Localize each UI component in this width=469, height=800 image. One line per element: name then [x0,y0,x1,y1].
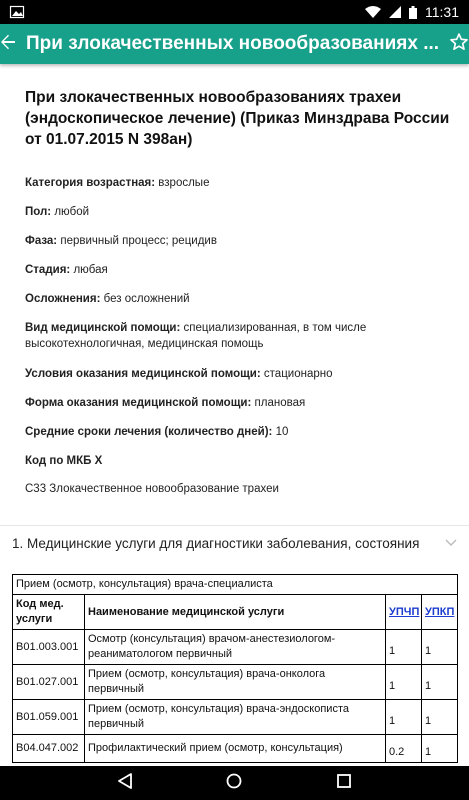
field-age-category: Категория возрастная: взрослые [25,177,210,189]
row-code: B01.059.001 [13,700,85,735]
field-care-conditions: Условия оказания медицинской помощи: стационарно [25,368,333,380]
row-code: B01.027.001 [13,665,85,700]
row-name: Осмотр (консультация) врачом-анестезиологом-реаниматологом первичный [85,630,386,665]
section-label: 1. Медицинские услуги для диагностики заболевания, состояния [12,535,420,551]
clock: 11:31 [425,4,459,20]
nav-home-icon [226,773,242,794]
table-caption: Прием (осмотр, консультация) врача-специалиста [13,575,458,595]
header-name: Наименование медицинской услуги [85,595,386,630]
image-icon [10,6,24,18]
signal-icon [389,6,401,18]
row-upchp: 1 [386,700,422,735]
mkb-code: С33 Злокачественное новообразование трахеи [25,483,279,495]
upkp-link[interactable]: УПКП [425,605,455,618]
row-upchp: 1 [386,665,422,700]
nav-back-button[interactable] [105,766,145,800]
nav-home-button[interactable] [214,766,254,800]
row-code: B01.003.001 [13,630,85,665]
field-treatment-duration: Средние сроки лечения (количество дней): 10 [25,426,289,438]
field-mkb-header: Код по МКБ X [25,455,103,467]
row-name: Прием (осмотр, консультация) врача-эндоскописта первичный [85,700,386,735]
header-upchp [386,595,422,630]
row-upkp: 1 [422,735,458,763]
table-header-row [13,595,458,630]
field-phase: Фаза: первичный процесс; рецидив [25,235,217,247]
nav-recents-button[interactable] [324,766,364,800]
page-title: При злокачественных новообразованиях ... [26,33,440,54]
document-content[interactable] [0,64,469,766]
field-care-form: Форма оказания медицинской помощи: плановая [25,397,306,409]
navigation-bar [0,766,469,800]
field-stage: Стадия: любая [25,264,108,276]
table-caption-row [13,575,458,595]
document-title: При злокачественных новообразованиях трахеи (эндоскопическое лечение) (Приказ Минздрава России от 01.07.2015 N 398ан) [25,89,450,148]
field-care-type: Вид медицинской помощи: специализированная, в том числе высокотехнологичная, медицинская помощь [25,322,367,350]
row-name: Профилактический прием (осмотр, консультация) [85,735,386,763]
table-row [13,630,458,665]
arrow-back-icon [0,34,16,55]
header-code: Код мед. услуги [13,595,85,630]
wifi-icon [365,6,381,18]
row-code: B04.047.002 [13,735,85,763]
app-bar [0,24,469,64]
field-complications: Осложнения: без осложнений [25,293,190,305]
favorite-button[interactable] [449,24,469,64]
upchp-link[interactable]: УПЧП [389,605,420,618]
table-row [13,665,458,700]
row-upchp: 1 [386,630,422,665]
table-row [13,735,458,763]
battery-icon [409,6,417,19]
services-table [12,574,458,763]
back-button[interactable] [0,24,16,64]
chevron-down-icon [433,539,469,547]
star-outline-icon [449,32,469,57]
row-upkp: 1 [422,630,458,665]
nav-back-icon [118,773,132,794]
table-row [13,700,458,735]
row-upchp: 0.2 [386,735,422,763]
nav-recents-icon [337,774,351,793]
section-header-diagnostics[interactable] [0,526,469,560]
row-upkp: 1 [422,700,458,735]
header-upkp [422,595,458,630]
row-upkp: 1 [422,665,458,700]
status-bar [0,0,469,24]
row-name: Прием (осмотр, консультация) врача-онколога первичный [85,665,386,700]
field-sex: Пол: любой [25,206,90,218]
